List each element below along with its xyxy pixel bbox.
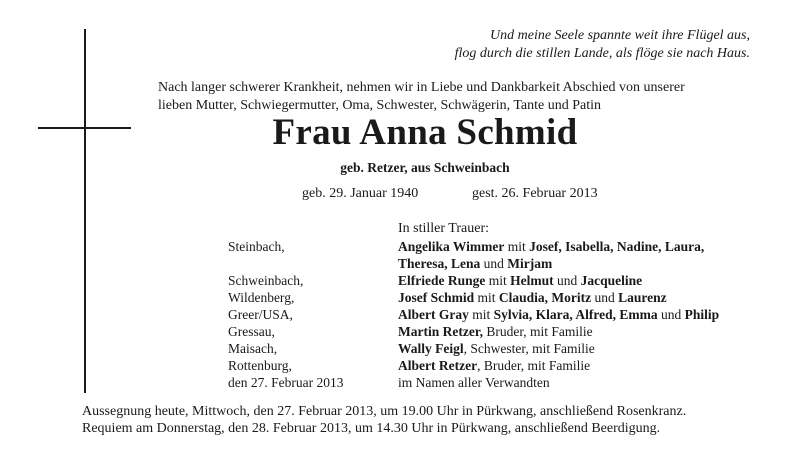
mourner-relation: und (657, 307, 685, 322)
mourner-name: Mirjam (507, 256, 553, 271)
mourner-names (398, 289, 768, 306)
poem (455, 27, 750, 63)
mourner-row (228, 238, 768, 255)
mourner-name: Albert Retzer (398, 358, 478, 373)
mourner-relation: , Schwester, mit Familie (463, 341, 595, 356)
intro-line: Nach langer schwerer Krankheit, nehmen wir in Liebe und Dankbarkeit Abschied von unserer (158, 80, 685, 95)
mourner-row (228, 255, 768, 272)
cross-icon-vertical (84, 29, 86, 393)
mourner-names (398, 340, 768, 357)
mourner-name: Martin Retzer, (398, 324, 483, 339)
mourner-relation: im Namen aller Verwandten (398, 375, 550, 390)
mourner-place: den 27. Februar 2013 (228, 375, 344, 390)
mourners-list (228, 238, 768, 391)
mourner-row (228, 357, 768, 374)
mourner-name: Helmut (510, 273, 554, 288)
mourner-relation: , Bruder, mit Familie (477, 358, 591, 373)
mourner-relation: mit (485, 273, 511, 288)
mourner-name: Laurenz (618, 290, 667, 305)
poem-line: flog durch die stillen Lande, als flöge sie nach Haus. (454, 46, 750, 61)
mourner-row (228, 323, 768, 340)
mourner-name: Angelika Wimmer (398, 239, 505, 254)
mourner-relation: und (591, 290, 619, 305)
intro-line: lieben Mutter, Schwiegermutter, Oma, Schwester, Schwägerin, Tante und Patin (158, 98, 602, 113)
mourner-name: Wally Feigl (398, 341, 464, 356)
mourner-relation: und (553, 273, 581, 288)
mourner-names (398, 272, 768, 289)
mourner-name: Sylvia, Klara, Alfred, Emma (493, 307, 658, 322)
mourning-label: In stiller Trauer: (398, 221, 489, 236)
mourner-place: Gressau, (228, 324, 275, 339)
mourner-relation: und (480, 256, 508, 271)
mourner-relation: mit (468, 307, 494, 322)
mourner-row (228, 289, 768, 306)
service-info (82, 403, 686, 437)
service-line: Aussegnung heute, Mittwoch, den 27. Februar 2013, um 19.00 Uhr in Pürkwang, anschließend Rosenkranz. (82, 404, 687, 419)
mourner-place: Schweinbach, (228, 273, 304, 288)
mourner-name: Elfriede Runge (398, 273, 486, 288)
intro-text (158, 79, 758, 115)
mourner-names (398, 306, 768, 323)
mourner-name: Josef Schmid (398, 290, 475, 305)
mourner-name: Josef, Isabella, Nadine, Laura, (529, 239, 705, 254)
mourner-place: Greer/USA, (228, 307, 293, 322)
mourner-relation: mit (474, 290, 499, 305)
birth-date: geb. 29. Januar 1940 (302, 186, 419, 201)
mourner-row (228, 306, 768, 323)
mourner-name: Jacqueline (580, 273, 643, 288)
poem-line: Und meine Seele spannte weit ihre Flügel aus, (490, 28, 750, 43)
mourner-place: Steinbach, (228, 239, 285, 254)
mourner-relation: mit (504, 239, 530, 254)
death-date: gest. 26. Februar 2013 (472, 186, 598, 201)
mourner-row (228, 340, 768, 357)
mourner-names (398, 238, 768, 255)
mourner-place (228, 255, 398, 272)
mourner-names (398, 374, 768, 391)
mourner-place: Wildenberg, (228, 290, 295, 305)
mourner-names (398, 323, 768, 340)
deceased-name: Frau Anna Schmid (272, 112, 578, 153)
mourner-row (228, 374, 768, 391)
mourner-place: Maisach, (228, 341, 278, 356)
service-line: Requiem am Donnerstag, den 28. Februar 2013, um 14.30 Uhr in Pürkwang, anschließend Beerdigung. (82, 421, 661, 436)
mourner-place: Rottenburg, (228, 358, 292, 373)
mourner-name: Albert Gray (398, 307, 469, 322)
mourner-name: Theresa, Lena (398, 256, 481, 271)
maiden-name: geb. Retzer, aus Schweinbach (340, 160, 510, 175)
mourner-names (398, 255, 768, 272)
mourner-relation: Bruder, mit Familie (482, 324, 593, 339)
mourner-name: Philip (684, 307, 720, 322)
mourner-row (228, 272, 768, 289)
mourner-names (398, 357, 768, 374)
mourner-name: Claudia, Moritz (498, 290, 592, 305)
